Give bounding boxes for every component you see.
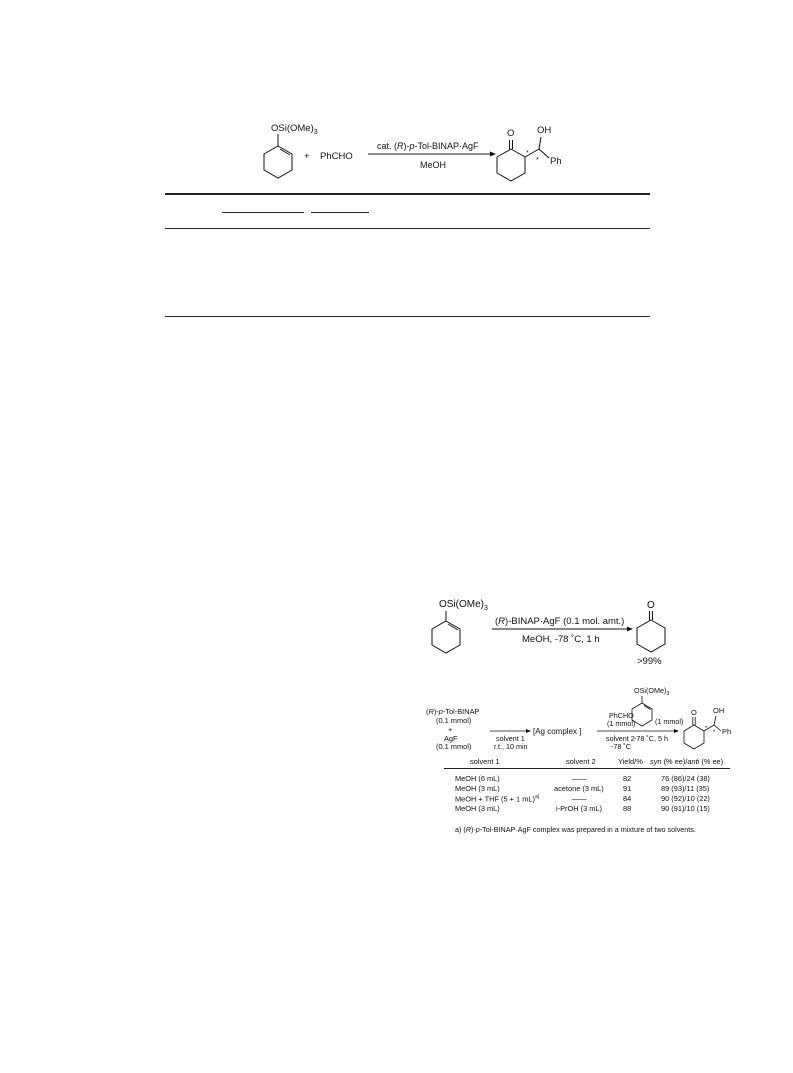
table2-header-yield: Yield/%: [618, 757, 643, 766]
row4-yield: 88: [623, 804, 632, 813]
scheme2-arrow-bottom: MeOH, -78 ˚C, 1 h: [522, 634, 600, 645]
row3-solvent1: MeOH + THF (5 + 1 mL)$^{a)}$: [455, 794, 540, 804]
scheme3-salt-line2: (0.1 mmol): [436, 742, 472, 751]
scheme-3: [422, 684, 734, 756]
scheme3-arrow-2: [597, 729, 679, 733]
row1-yield: 82: [623, 774, 632, 783]
scheme3-enol-amount: (1 mmol): [655, 717, 684, 726]
scheme1-cyclohexanone-ring: [497, 137, 549, 181]
scheme3-arrow1-top: solvent 1: [496, 734, 525, 743]
scheme3-plus: +: [448, 725, 453, 734]
scheme2-product-o: O: [647, 600, 655, 611]
scheme-2: [425, 594, 685, 670]
row3-ratio: 90 (92)/10 (22): [661, 794, 710, 803]
scheme3-arrow2-bottom-line1: solvent 2: [606, 734, 635, 743]
scheme3-aldehyde-line2: (1 mmol): [607, 719, 636, 728]
scheme3-cyclohexene-ring: [632, 696, 652, 726]
table2-row: [0, 774, 793, 784]
scheme3-arrow1-bottom: r.t., 10 min: [494, 742, 528, 751]
table2-header-rule: [444, 768, 730, 769]
table2-header-ratio: syn (% ee)/anti (% ee): [650, 757, 724, 766]
scheme2-arrow-top: (R)-BINAP·AgF (0.1 mol. amt.): [495, 616, 625, 627]
table1-group-rule-2: [311, 212, 369, 213]
scheme1-aldehyde: PhCHO: [320, 151, 353, 162]
scheme1-product-ph: Ph: [550, 156, 562, 167]
table1-header-rule: [165, 228, 650, 229]
row1-solvent1: MeOH (6 mL): [455, 774, 500, 783]
row3-yield: 84: [623, 794, 632, 803]
scheme1-product-oh: OH: [537, 125, 552, 136]
scheme3-product-oh: OH: [713, 706, 725, 715]
row2-solvent2: acetone (3 mL): [554, 784, 604, 793]
row1-solvent2: ——: [572, 774, 587, 783]
row3-footnote-mark: a): [534, 794, 540, 800]
row1-ratio: 76 (86)/24 (38): [661, 774, 710, 783]
table2-header-solvent1: solvent 1: [470, 757, 500, 766]
scheme1-product-o: O: [507, 128, 515, 139]
scheme2-reaction-arrow: [492, 627, 633, 632]
scheme3-product-o: O: [691, 708, 697, 717]
scheme2-reagent-label: $OSi(OMe)_3$: [439, 599, 488, 612]
scheme1-plus: +: [304, 151, 310, 162]
row2-yield: 91: [623, 784, 632, 793]
scheme1-stereo-mark-2: *: [536, 157, 539, 164]
scheme3-stereo-mark-1: *: [705, 726, 708, 732]
row2-ratio: 89 (93)/11 (35): [661, 784, 710, 793]
scheme3-aldehyde-line1: PhCHO: [609, 711, 634, 720]
scheme1-reaction-arrow: [368, 152, 496, 157]
table2-row: [0, 794, 793, 804]
scheme1-arrow-top: cat. (R)-p-Tol-BINAP·AgF: [377, 141, 479, 151]
scheme1-reagent-label: $OSi(OMe)_3$: [271, 123, 318, 136]
scheme3-enol-label: $OSi(OMe)_3$: [634, 686, 670, 697]
scheme3-cyclohexanone-ring: [684, 716, 721, 749]
scheme3-arrow2-bottom-line2: -78 ˚C: [611, 742, 631, 751]
scheme1-cyclohexene-ring: [264, 134, 292, 178]
scheme3-salt-line1: AgF: [444, 734, 458, 743]
table1-bottom-rule: [165, 316, 650, 317]
scheme3-complex: [Ag complex ]: [533, 727, 582, 736]
scheme1-stereo-mark-1: *: [526, 150, 529, 157]
row4-ratio: 90 (91)/10 (15): [661, 804, 710, 813]
table2-header-solvent2: solvent 2: [566, 757, 596, 766]
scheme2-cyclohexanone-ring: [637, 611, 665, 652]
scheme3-ligand-line2: (0.1 mmol): [436, 716, 472, 725]
scheme3-stereo-mark-2: *: [713, 730, 716, 736]
scheme3-product-ph: Ph: [722, 727, 732, 736]
table2-row: [0, 804, 793, 814]
row4-solvent2: i-PrOH (3 mL): [556, 804, 602, 813]
scheme1-arrow-bottom: MeOH: [420, 160, 447, 170]
scheme3-arrow-1: [490, 729, 531, 733]
row4-solvent1: MeOH (3 mL): [455, 804, 500, 813]
scheme3-arrow3-bottom: -78 ˚C, 5 h: [634, 734, 668, 743]
scheme-1: [240, 118, 570, 188]
scheme2-cyclohexene-ring: [432, 611, 460, 653]
table2-row: [0, 784, 793, 794]
table1-group-rule-1: [222, 212, 304, 213]
scheme3-ligand-line1: (R)-p-Tol-BINAP: [426, 707, 480, 716]
row2-solvent1: MeOH (3 mL): [455, 784, 500, 793]
row3-solvent2: ——: [572, 794, 587, 803]
scheme2-yield: >99%: [637, 656, 662, 667]
table1-top-rule: [165, 193, 650, 195]
table2-footnote: a) (R)-p-Tol-BINAP·AgF complex was prepared in a mixture of two solvents.: [455, 825, 696, 834]
